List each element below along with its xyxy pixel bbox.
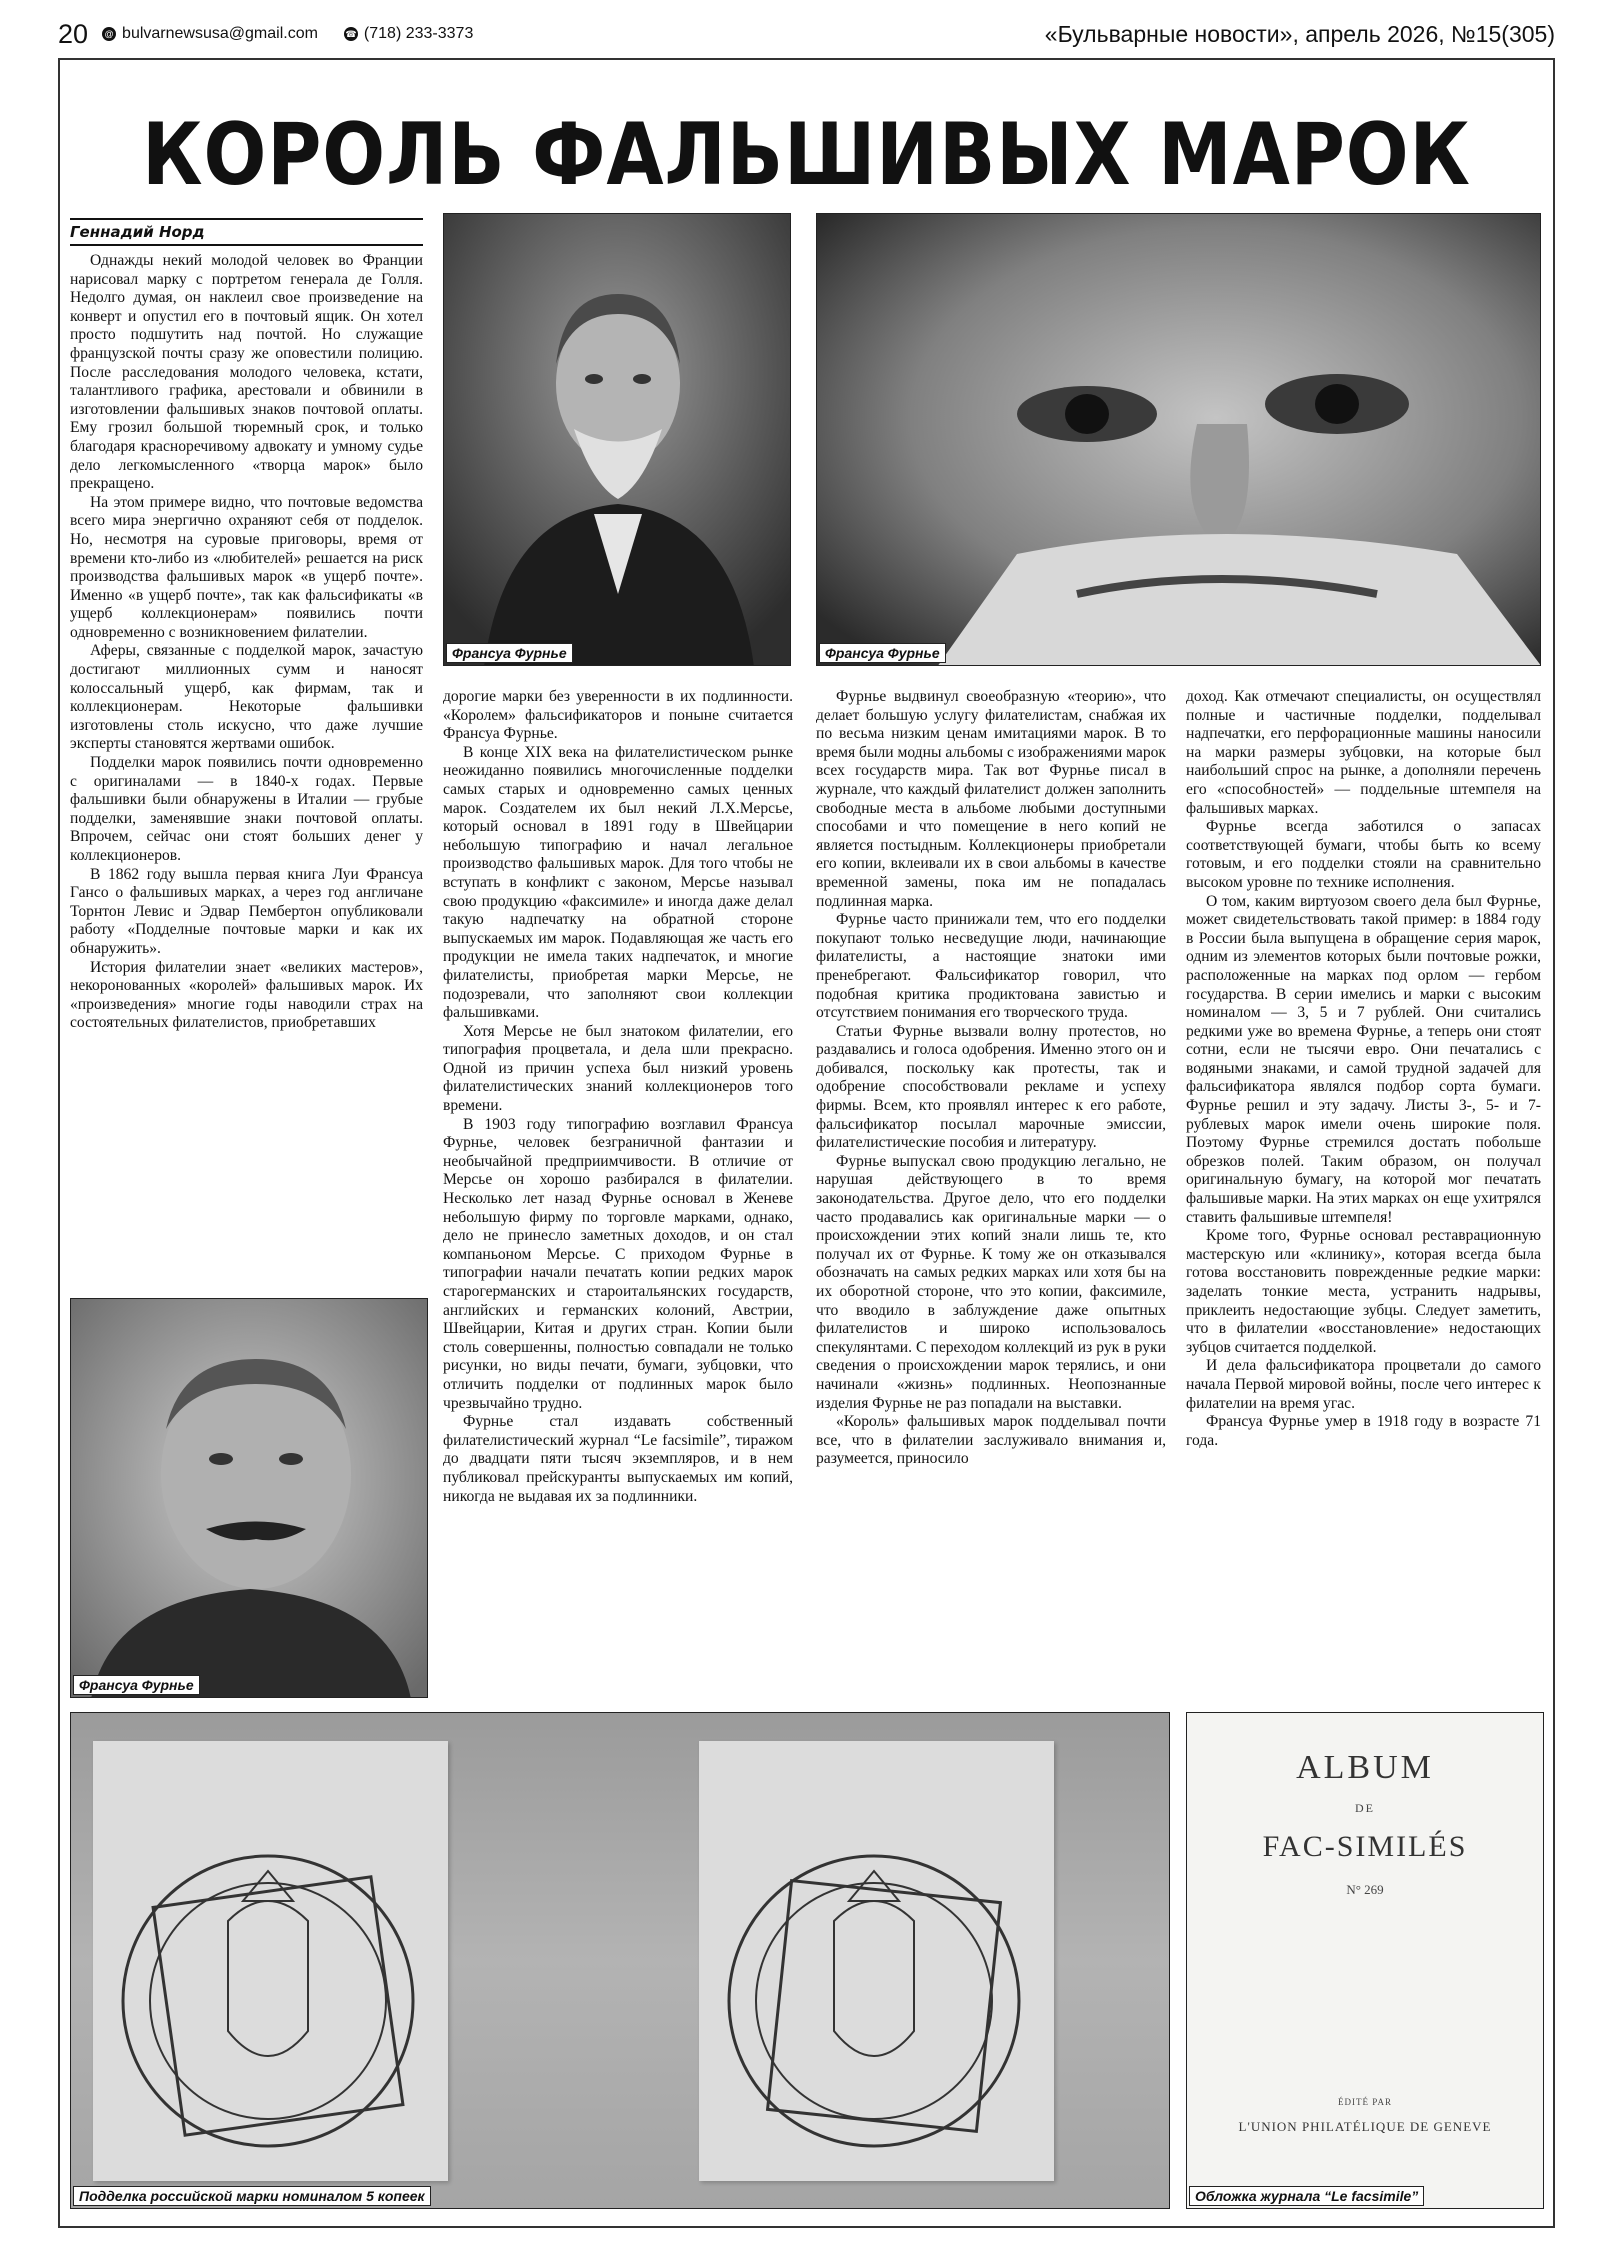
page-header — [58, 12, 1555, 56]
author-byline: Геннадий Норд — [70, 218, 423, 246]
photo-caption: Франсуа Фурнье — [446, 643, 573, 663]
paragraph: Франсуа Фурнье умер в 1918 году в возрасте 71 года. — [1186, 1413, 1541, 1449]
paragraph: В 1903 году типографию возглавил Франсуа Фурнье, человек безграничной фантазии и необычайной предприимчивости. В отличие от Мерсье он хорошо разбирался в филателии. Несколько лет назад Фурнье основал в Женеве небольшую фирму по торговле марками, однако, дело не принесло заметных доходов, и он стал компаньоном Мерсье. С приходом Фурнье в типографии начали печатать копии редких марок старогерманских и староитальянских государств, английских и германских колоний, Австрии, Швейцарии, Китая и других стран. Копии были столь совершенны, полностью совпадали не только рисунки, но виды печати, бумаги, зубцовки, что отличить подделки от подлинных марок было чрезвычайно трудно. — [443, 1115, 793, 1412]
phone-contact[interactable] — [344, 25, 473, 43]
paragraph: Аферы, связанные с подделкой марок, зачастую достигают миллионных сумм и наносят колоссальный ущерб, как фирмам, так и коллекционерам. Некоторые фальшивки изготовлены столь искусно, что даже лучшие эксперты становятся жертвами ошибок. — [70, 642, 423, 753]
paragraph: История филателии знает «великих мастеров», некоронованных «королей» фальшивых марок. Их «произведения» многие годы наводили страх на состоятельных филателистов, приобретавших — [70, 958, 423, 1032]
photo-portrait-left — [70, 1298, 428, 1698]
cover-edite-par: ÉDITÉ PAR — [1338, 2097, 1392, 2107]
photo-closeup — [816, 213, 1541, 666]
paragraph: Фурнье часто принижали тем, что его подделки покупают только несведущие люди, начинающие филателисты, а настоящие знатоки ими пренебрегают. Фальсификатор говорил, что подобная критика продиктована завистью и отсутствием понимания его творческого труда. — [816, 911, 1166, 1022]
cover-de: DE — [1355, 1801, 1375, 1815]
paragraph: И дела фальсификатора процветали до самого начала Первой мировой войны, после чего интерес к филателии на время угас. — [1186, 1357, 1541, 1412]
photo-caption: Обложка журнала “Le facsimile” — [1189, 2186, 1424, 2206]
paragraph: Хотя Мерсье не был знатоком филателии, его типография процветала, и дела шли прекрасно. Одной из причин успеха был низкий уровень филателистических знаний коллекционеров того времени. — [443, 1022, 793, 1115]
paragraph: Статьи Фурнье вызвали волну протестов, но раздавались и голоса одобрения. Именно этого он и добивался, поскольку как протесты, так и одобрение способствовали рекламе и успеху фирмы. Всем, кто проявлял интерес к его работе, фальсификатор посылал марочные эмиссии, филателистические пособия и литературу. — [816, 1022, 1166, 1152]
paragraph: Фурнье выпускал свою продукцию легально, не нарушая действующего в то время законодательства. Другое дело, что его подделки часто продавались как оригинальные марки — о происхождении этих копий знали лишь те, кто получал их от Фурнье. К тому же он отказывался обозначать на самых редких марках или хотя бы на их оборотной стороне, что это копии, факсимиле, что вводило в заблуждение даже опытных филателистов и широко использовалось спекулянтами. С переходом коллекций из рук в руки сведения о происхождении марок терялись, и они начинали «жизнь» подлинных. Неопознанные изделия Фурнье не раз попадали на выставки. — [816, 1152, 1166, 1412]
email-text: bulvarnewsusa@gmail.com — [122, 25, 318, 42]
stamp-illustration — [699, 1741, 1054, 2181]
article-column-2 — [443, 688, 793, 1698]
paragraph: «Король» фальшивых марок подделывал почти все, что в филателии заслуживало внимания и, разумеется, приносило — [816, 1413, 1166, 1468]
photo-album-cover — [1186, 1712, 1544, 2209]
email-contact[interactable] — [102, 25, 318, 43]
article-headline: КОРОЛЬ ФАЛЬШИВЫХ МАРОК — [142, 105, 1471, 205]
photo-caption: Франсуа Фурнье — [819, 643, 946, 663]
stamp-forgery-right — [699, 1741, 1054, 2181]
photo-portrait-top — [443, 213, 791, 666]
paragraph: О том, каким виртуозом своего дела был Фурнье, может свидетельствовать такой пример: в 1884 году в России была выпущена в обращение серия марок, одним из элементов которых были почтовые рожки, расположенные на марках под орлом — гербом государства. В серии имелись и марки с высоким номиналом — 3, 5 и 7 рублей. Они считались редкими уже во времена Фурнье, а теперь они стоят сотни, если не тысячи евро. Они печатались с водяными знаками, и самой трудной задачей для фальсификатора являлся подбор сорта бумаги. Фурнье решил и эту задачу. Листы 3-, 5- и 7-рублевых марок имели очень широкие поля. Поэтому Фурнье стремился достать побольше обрезков полей. Таким образом, он получал оригинальную бумагу, на которой мог печатать фальшивые марки. На этих марках он еще ухитрялся ставить фальшивые штемпеля! — [1186, 892, 1541, 1226]
paragraph: В конце XIX века на филателистическом рынке неожиданно появились многочисленные подделки самых старых и одновременно самых ценных марок. Создателем их был некий Л.Х.Мерсье, который основал в 1891 году в Швейцарии небольшую типографию и начал легальное производство фальшивых марок. Для того чтобы не вступать в конфликт с законом, Мерсье называл свою продукцию «факсимиле» и иногда даже делал такую надпечатку на обратной стороне выпускаемых им марок. Подавляющая же часть его продукции не имела таких надпечаток, и многие филателисты, приобретая марки Мерсье, не подозревали, что заполняют свои коллекции фальшивками. — [443, 743, 793, 1022]
photo-stamps — [70, 1712, 1170, 2209]
phone-icon: ☎ — [345, 29, 357, 39]
stamp-forgery-left — [93, 1741, 448, 2181]
article-column-3 — [816, 688, 1166, 1698]
portrait-illustration — [444, 214, 791, 666]
masthead: «Бульварные новости», апрель 2026, №15(305) — [1044, 20, 1555, 47]
article-column-1 — [70, 252, 423, 1294]
paragraph: На этом примере видно, что почтовые ведомства всего мира энергично охраняют себя от подделок. Но, несмотря на суровые приговоры, время от времени кто-либо из «любителей» решается на риск производства фальшивых марок «в ущерб почте». Именно «в ущерб почте», так как фальсификаты «в ущерб коллекционерам» появились почти одновременно с возникновением филателии. — [70, 493, 423, 641]
paragraph: Фурнье всегда заботился о запасах соответствующей бумаги, чтобы быть ко всему готовым, и его подделки стояли на сравнительно высоком уровне по технике исполнения. — [1186, 818, 1541, 891]
paragraph: Фурнье выдвинул своеобразную «теорию», что делает большую услугу филателистам, снабжая их по весьма низким ценам имитациями марок. В то время были модны альбомы с изображениями марок всех государств мира. Так вот Фурнье писал в журнале, что каждый филателист должен заполнить свободные места в альбоме любыми доступными способами и что помещение в него копий не является постыдным. Коллекционеры приобретали его копии, вклеивали их в свои альбомы в качестве временной замены, пока им не попадалась подлинная марка. — [816, 688, 1166, 910]
article-column-4 — [1186, 688, 1541, 1698]
photo-caption: Подделка российской марки номиналом 5 копеек — [73, 2186, 431, 2206]
cover-subtitle: FAC-SIMILÉS — [1262, 1830, 1468, 1863]
paragraph: доход. Как отмечают специалисты, он осуществлял полные и частичные подделки, подделывал надпечатки, его перфорационные машины наносили на марки размеры зубцовки, на которые был наибольший спрос на рынке, а дополняли перечень его «способностей» — поддельные штемпеля на фальшивых марках. — [1186, 688, 1541, 817]
paragraph: Однажды некий молодой человек во Франции нарисовал марку с портретом генерала де Голля. Недолго думая, он наклеил свое произведение на конверт и опустил его в почтовый ящик. Он хотел просто подшутить над почтой. Но служащие французской почты сразу же оповестили полицию. После расследования молодого человека, кстати, талантливого графика, арестовали и обвинили в изготовлении фальшивых знаков почтовой оплаты. Ему грозил большой тюремный срок, и только благодаря красноречивому адвокату и умному судье дело легкомысленного «творца марок» было прекращено. — [70, 252, 423, 493]
cover-title: ALBUM — [1296, 1749, 1434, 1786]
paragraph: Подделки марок появились почти одновременно с оригиналами — в 1840-х годах. Первые фальшивки были обнаружены в Италии — грубые подделки, заменявшие знаки почтовой оплаты. Впрочем, сейчас они стоят больших денег у коллекционеров. — [70, 754, 423, 864]
photo-caption: Франсуа Фурнье — [73, 1675, 200, 1695]
phone-text: (718) 233-3373 — [363, 25, 474, 42]
email-icon: @ — [102, 27, 116, 41]
portrait-left-illustration — [71, 1299, 428, 1698]
page-number: 20 — [58, 18, 89, 49]
paragraph: дорогие марки без уверенности в их подлинности. «Королем» фальсификаторов и поныне считается Франсуа Фурнье. — [443, 688, 793, 743]
paragraph: В 1862 году вышла первая книга Луи Франсуа Гансо о фальшивых марках, а через год англичане Торнтон Левис и Эдвар Пембертон опубликовали работу «Подделные почтовые марки и как их обнаружить». — [70, 865, 423, 957]
cover-publisher: L'UNION PHILATÉLIQUE DE GENEVE — [1238, 2119, 1492, 2134]
paragraph: Кроме того, Фурнье основал реставрационную мастерскую или «клинику», которая всегда была готова восстановить поврежденные редкие марки: заделать тонкие места, устранить надрывы, приклеить недостающие зубцы. Следует заметить, что в филателии «восстановление» недостающих зубцов считается подделкой. — [1186, 1227, 1541, 1356]
closeup-illustration — [817, 214, 1541, 666]
cover-number: N° 269 — [1346, 1882, 1384, 1897]
paragraph: Фурнье стал издавать собственный филателистический журнал “Le facsimile”, тиражом до двадцати пяти тысяч экземпляров, и в нем публиковал прейскуранты выпускаемых им копий, никогда не выдавая их за подлинники. — [443, 1413, 793, 1505]
stamp-illustration — [93, 1741, 448, 2181]
